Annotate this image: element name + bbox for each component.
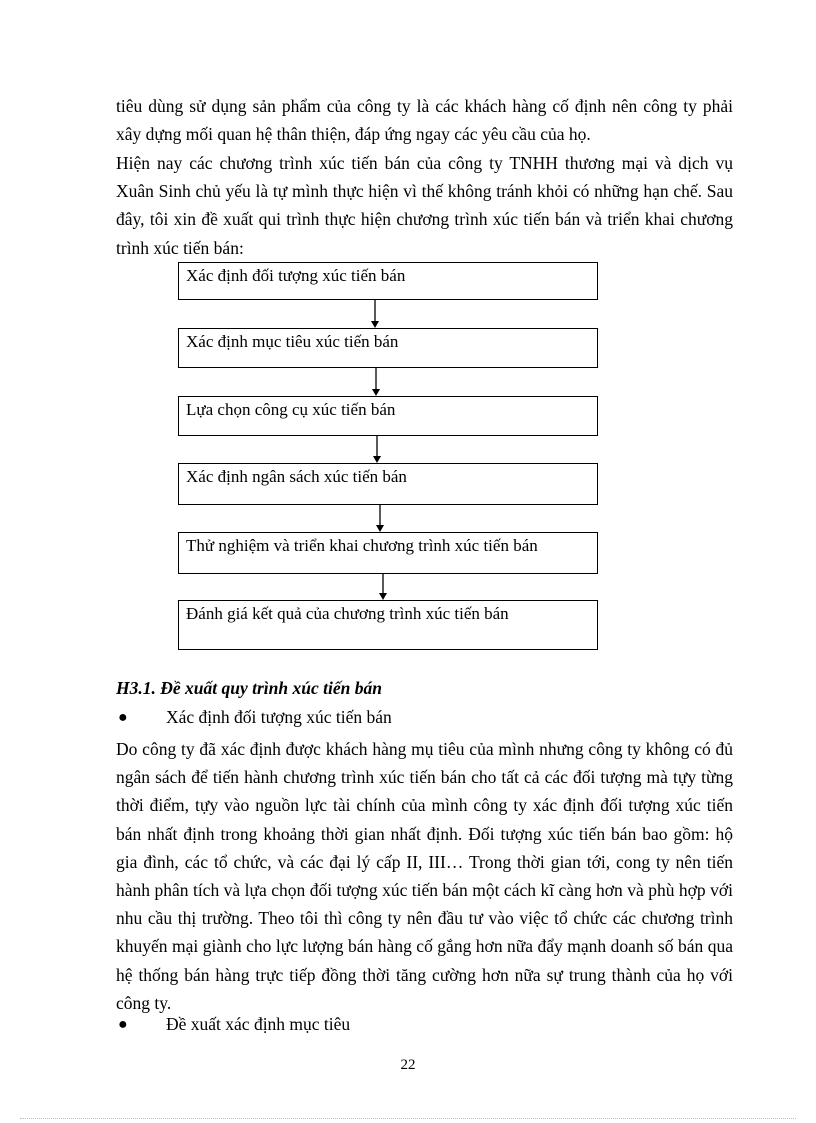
intro-paragraph-2: Hiện nay các chương trình xúc tiến bán của công ty TNHH thương mại và dịch vụ Xuân Sinh chủ yếu là tự mình thực hiện vì thế không tránh khỏi có những hạn chế. Sau đây, tôi xin đề xuất qui trình thực hiện chương trình xúc tiến bán và triển khai chương trình xúc tiến bán: bbox=[116, 153, 733, 258]
flowchart-arrow-3 bbox=[371, 436, 383, 465]
flowchart-arrow-2 bbox=[370, 368, 382, 398]
flowchart-step-2: Xác định mục tiêu xúc tiến bán bbox=[178, 328, 598, 368]
page-number: 22 bbox=[400, 1057, 416, 1073]
bullet-item-2-text: Đề xuất xác định mục tiêu bbox=[166, 1014, 351, 1034]
flowchart-step-4: Xác định ngân sách xúc tiến bán bbox=[178, 463, 598, 505]
flowchart-step-5: Thử nghiệm và triển khai chương trình xúc tiến bán bbox=[178, 532, 598, 574]
bullet-item-2 bbox=[116, 1014, 733, 1042]
flowchart-arrow-1 bbox=[369, 300, 381, 330]
body-paragraph: Do công ty đã xác định được khách hàng mụ tiêu của mình nhưng công ty không có đủ ngân sách để tiến hành chương trình xúc tiến bán cho tất cả các đối tượng mà tựy từng thời điểm, tựy vào nguồn lực tài chính của mình công ty xác định đối tượng xúc tiến bán nhất định trong khoảng thời gian nhất định. Đối tượng xúc tiến bán bao gồm: hộ gia đình, các tổ chức, và các đại lý cấp II, III… Trong thời gian tới, cong ty nên tiến hành phân tích và lựa chọn đối tượng xúc tiến bán một cách kĩ càng hơn và phù hợp với nhu cầu thị trường. Theo tôi thì công ty nên đầu tư vào việc tổ chức các chương trình khuyến mại giành cho lực lượng bán hàng cố gắng hơn nữa đẩy mạnh doanh số bán qua hệ thống bán hàng trực tiếp đồng thời tăng cường hơn nữa sự trung thành của họ với công ty. bbox=[116, 739, 733, 1013]
bullet-item-1-text: Xác định đối tượng xúc tiến bán bbox=[166, 707, 392, 727]
bullet-icon: ● bbox=[118, 709, 128, 726]
flowchart-step-1: Xác định đối tượng xúc tiến bán bbox=[178, 262, 598, 300]
flowchart-arrow-5 bbox=[377, 574, 389, 602]
flowchart-step-6: Đánh giá kết quả của chương trình xúc tiến bán bbox=[178, 600, 598, 650]
bullet-icon: ● bbox=[118, 1016, 128, 1033]
bullet-item-1 bbox=[116, 707, 733, 735]
bottom-divider bbox=[20, 1118, 796, 1119]
flowchart-step-3: Lựa chọn công cụ xúc tiến bán bbox=[178, 396, 598, 436]
flowchart-arrow-4 bbox=[374, 505, 386, 534]
intro-paragraph-1: tiêu dùng sử dụng sản phẩm của công ty là các khách hàng cố định nên công ty phải xây dựng mối quan hệ thân thiện, đáp ứng ngay các yêu cầu của họ. bbox=[116, 96, 733, 145]
figure-caption: H3.1. Đề xuất quy trình xúc tiến bán bbox=[116, 678, 382, 698]
